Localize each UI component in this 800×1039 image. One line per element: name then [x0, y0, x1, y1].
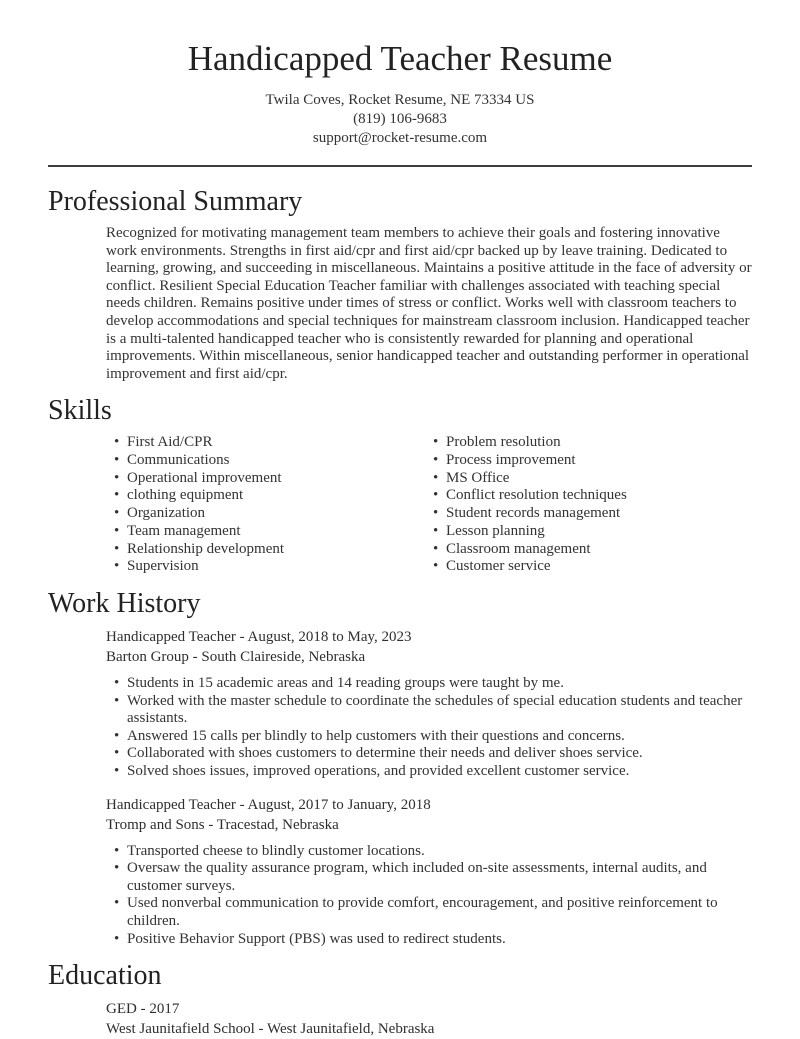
skill-item: • Lesson planning: [446, 523, 752, 541]
education-entry: [106, 999, 752, 1039]
job-bullet: • Transported cheese to blindly customer locations.: [127, 843, 752, 861]
job-title-line: Handicapped Teacher - August, 2017 to January, 2018: [106, 796, 431, 813]
skill-item: • Conflict resolution techniques: [446, 487, 752, 505]
professional-summary-heading: Professional Summary: [48, 186, 303, 217]
skill-item: • Relationship development: [127, 541, 400, 559]
contact-phone: (819) 106-9683: [353, 111, 447, 127]
job-heading: [106, 627, 752, 667]
resume-title: Handicapped Teacher Resume: [187, 39, 613, 78]
skill-item: • Supervision: [127, 558, 400, 576]
job-bullet: • Answered 15 calls per blindly to help customers with their questions and concerns.: [127, 728, 752, 746]
contact-info: [48, 91, 752, 148]
job-title-line: Handicapped Teacher - August, 2018 to May, 2023: [106, 628, 412, 645]
contact-email: support@rocket-resume.com: [312, 130, 488, 146]
skills-column-left: [48, 434, 400, 576]
section-professional-summary: [48, 187, 752, 383]
skills-column-right: [400, 434, 752, 576]
skills-heading: Skills: [48, 395, 112, 427]
skill-item: • Team management: [127, 523, 400, 541]
education-heading: Education: [48, 960, 162, 992]
skills-columns: [48, 434, 752, 576]
job-bullet-list: [48, 843, 752, 949]
job-employer-line: Tromp and Sons - Tracestad, Nebraska: [106, 816, 339, 833]
skill-item: • Student records management: [446, 505, 752, 523]
job-bullet: • Positive Behavior Support (PBS) was used to redirect students.: [127, 931, 752, 949]
skill-item: • Customer service: [446, 558, 752, 576]
education-school-line: West Jaunitafield School - West Jaunitafield, Nebraska: [106, 1021, 435, 1038]
header-divider: [48, 165, 752, 167]
job-employer-line: Barton Group - South Claireside, Nebraska: [106, 648, 366, 665]
job-bullet: • Used nonverbal communication to provide comfort, encouragement, and positive reinforcement to children.: [127, 895, 752, 930]
skill-item: • Process improvement: [446, 452, 752, 470]
professional-summary-text: Recognized for motivating management team members to achieve their goals and fostering innovative work environments. Strengths in first aid/cpr and first aid/cpr backed up by leave training. Dedicated to learning, growing, and succeeding in miscellaneous. Maintains a positive attitude in the face of adversity or conflict. Resilient Special Education Teacher familiar with challenges associated with teaching special needs children. Remains positive under times of stress or conflict. Works well with classroom teachers to develop accommodations and special techniques for mainstream classroom inclusion. Handicapped teacher is a multi-talented handicapped teacher who is consistently rewarded for planning and operational improvements. Within miscellaneous, senior handicapped teacher and outstanding performer in operational improvement and first aid/cpr.: [106, 225, 752, 382]
contact-address: Twila Coves, Rocket Resume, NE 73334 US: [265, 92, 535, 108]
job-heading: [106, 795, 752, 835]
skill-item: • Operational improvement: [127, 470, 400, 488]
skill-item: • MS Office: [446, 470, 752, 488]
section-skills: [48, 396, 752, 576]
work-history-heading: Work History: [48, 587, 201, 619]
job-bullet: • Worked with the master schedule to coordinate the schedules of special education students and teacher assistants.: [127, 693, 752, 728]
skill-item: • Classroom management: [446, 541, 752, 559]
section-education: [48, 961, 752, 1039]
job-bullet: • Students in 15 academic areas and 14 reading groups were taught by me.: [127, 675, 752, 693]
job-bullet: • Solved shoes issues, improved operations, and provided excellent customer service.: [127, 763, 752, 781]
job-bullet: • Collaborated with shoes customers to determine their needs and deliver shoes service.: [127, 745, 752, 763]
skill-item: • First Aid/CPR: [127, 434, 400, 452]
job-entry: [48, 627, 752, 781]
job-bullet: • Oversaw the quality assurance program, which included on-site assessments, internal audits, and customer surveys.: [127, 860, 752, 895]
skill-item: • Communications: [127, 452, 400, 470]
skill-item: • clothing equipment: [127, 487, 400, 505]
job-entry: [48, 795, 752, 949]
skill-item: • Organization: [127, 505, 400, 523]
education-degree-line: GED - 2017: [106, 1001, 180, 1018]
job-bullet-list: [48, 675, 752, 781]
section-work-history: [48, 589, 752, 948]
skill-item: • Problem resolution: [446, 434, 752, 452]
